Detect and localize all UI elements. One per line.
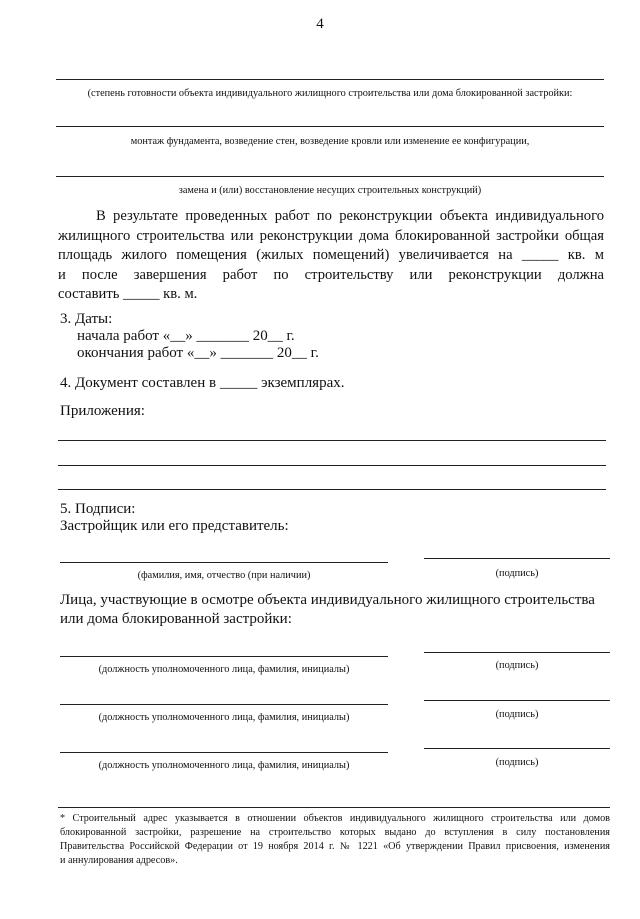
copies-count: 4. Документ составлен в _____ экземплярах. (60, 375, 345, 391)
attachments-line-1[interactable] (58, 440, 606, 441)
inspectors-label-line-2: или дома блокированной застройки: (60, 611, 292, 627)
inspector-2-position-caption: (должность уполномоченного лица, фамилия, инициалы) (98, 712, 350, 723)
developer-label: Застройщик или его представитель: (60, 518, 289, 534)
inspector-3-signature-caption: (подпись) (495, 757, 539, 768)
developer-fio-line[interactable] (60, 562, 388, 563)
inspector-1-position-caption: (должность уполномоченного лица, фамилия, инициалы) (98, 664, 350, 675)
works-fill-line[interactable] (56, 126, 604, 127)
result-paragraph (58, 207, 604, 305)
inspector-2-signature-line[interactable] (424, 700, 610, 701)
inspector-1-position-line[interactable] (60, 656, 388, 657)
inspector-2-signature-caption: (подпись) (495, 709, 539, 720)
attachments-line-2[interactable] (58, 465, 606, 466)
inspector-3-position-caption: (должность уполномоченного лица, фамилия, инициалы) (98, 760, 350, 771)
signatures-heading: 5. Подписи: (60, 501, 136, 517)
replacement-fill-line[interactable] (56, 176, 604, 177)
dates-heading: 3. Даты: (60, 311, 113, 327)
end-date: окончания работ «__» _______ 20__ г. (77, 345, 319, 361)
attachments-label: Приложения: (60, 403, 145, 419)
replacement-caption: замена и (или) восстановление несущих строительных конструкций) (178, 185, 482, 196)
result-line-2: жилищного строительства или реконструкции дома блокированной застройки общая (58, 227, 604, 244)
footnote-line-2: блокированной застройки, разрешение на строительство которых выдано до вступления в силу постановления (60, 827, 610, 838)
works-caption: монтаж фундамента, возведение стен, возведение кровли или изменение ее конфигурации, (130, 136, 530, 147)
developer-signature-caption: (подпись) (495, 568, 539, 579)
result-line-4: и после завершения работ по строительству или реконструкции должна (58, 266, 604, 283)
inspector-1-signature-caption: (подпись) (495, 660, 539, 671)
readiness-caption: (степень готовности объекта индивидуального жилищного строительства или дома блокированной застройки: (87, 88, 573, 99)
start-date: начала работ «__» _______ 20__ г. (77, 328, 295, 344)
result-line-1: В результате проведенных работ по реконструкции объекта индивидуального (96, 208, 604, 224)
inspector-2-position-line[interactable] (60, 704, 388, 705)
page-number: 4 (316, 16, 324, 32)
footnote-line-1: * Строительный адрес указывается в отношении объектов индивидуального жилищного строительства или домов (60, 813, 610, 824)
fio-caption: (фамилия, имя, отчество (при наличии) (137, 570, 311, 581)
footnote (60, 812, 610, 868)
inspector-1-signature-line[interactable] (424, 652, 610, 653)
inspectors-label-line-1: Лица, участвующие в осмотре объекта индивидуального жилищного строительства (60, 592, 595, 608)
footnote-separator (58, 807, 610, 808)
inspector-3-position-line[interactable] (60, 752, 388, 753)
readiness-fill-line[interactable] (56, 79, 604, 80)
inspector-3-signature-line[interactable] (424, 748, 610, 749)
result-line-5: составить _____ кв. м. (58, 286, 198, 302)
attachments-line-3[interactable] (58, 489, 606, 490)
footnote-line-4: и аннулирования адресов». (60, 855, 178, 866)
developer-signature-line[interactable] (424, 558, 610, 559)
result-line-3: площадь жилого помещения (жилых помещений) увеличивается на _____ кв. м (58, 247, 604, 263)
footnote-line-3: Правительства Российской Федерации от 19 ноября 2014 г. № 1221 «Об утверждении Правил присвоения, изменения (60, 841, 610, 852)
